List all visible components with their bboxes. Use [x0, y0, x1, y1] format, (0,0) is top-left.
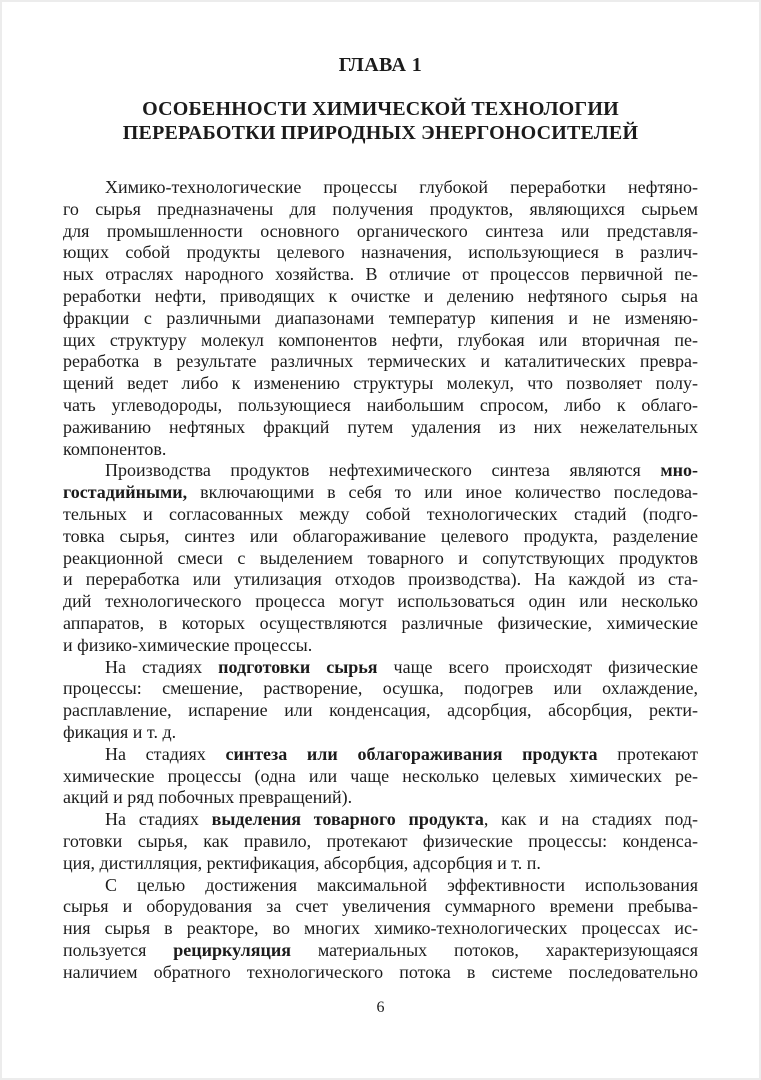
- paragraph: [63, 657, 698, 744]
- text: дий технологического процесса могут использоваться один или несколько: [63, 591, 698, 612]
- text: ния сырья в реакторе, во многих химико-технологических процессах ис-: [63, 918, 698, 939]
- text-line: [63, 526, 698, 548]
- text-line: [63, 482, 698, 504]
- text: и переработка или утилизация отходов производства). На каждой из ста-: [63, 569, 698, 590]
- text-line: [63, 569, 698, 591]
- text: компонентов.: [63, 438, 167, 459]
- body-text: [63, 177, 698, 983]
- text: На стадиях: [105, 743, 226, 764]
- text: ных отраслях народного хозяйства. В отличие от процессов первичной пе-: [63, 264, 698, 285]
- text: На стадиях: [105, 656, 219, 677]
- text-line: [63, 286, 698, 308]
- text-line: [63, 896, 698, 918]
- text-line: [63, 264, 698, 286]
- text-line: [63, 831, 698, 853]
- paragraph: [63, 875, 698, 984]
- bold-text: синтеза или облагораживания продукта: [225, 743, 598, 764]
- text-line: [63, 613, 698, 635]
- paragraph: [63, 809, 698, 874]
- text-line: [63, 722, 698, 744]
- bold-text: подготовки сырья: [218, 656, 378, 677]
- text: протекают: [597, 743, 698, 764]
- text: и физико-химические процессы.: [63, 634, 313, 655]
- bold-text: рециркуляция: [173, 939, 291, 960]
- text: щих структуру молекул компонентов нефти, глубокая или вторичная пе-: [63, 329, 698, 350]
- text: сырья и оборудования за счет увеличения суммарного времени пребыва-: [63, 896, 698, 917]
- text: расплавление, испарение или конденсация, адсорбция, абсорбция, ректи-: [63, 700, 698, 721]
- text: ющих собой продукты целевого назначения, использующиеся в различ-: [63, 242, 698, 263]
- text-line: [63, 460, 698, 482]
- text-line: [63, 766, 698, 788]
- text-line: [63, 591, 698, 613]
- chapter-heading: ГЛАВА 1: [338, 54, 423, 76]
- text: процессы: смешение, растворение, осушка, подогрев или охлаждение,: [63, 678, 698, 699]
- text-line: [63, 373, 698, 395]
- text-line: [63, 242, 698, 264]
- text-line: [63, 308, 698, 330]
- text: включающими в себя то или иное количество последова-: [187, 482, 698, 503]
- text: товка сырья, синтез или облагораживание целевого продукта, разделение: [63, 525, 698, 546]
- text: С целью достижения максимальной эффективности использования: [105, 874, 698, 895]
- text-line: [63, 700, 698, 722]
- text-line: [63, 635, 698, 657]
- text: На стадиях: [105, 809, 212, 830]
- text: , как и на стадиях под-: [483, 809, 698, 830]
- text-line: [63, 853, 698, 875]
- text: тельных и согласованных между собой технологических стадий (подго-: [63, 503, 698, 524]
- text: аппаратов, в которых осуществляются различные физические, химические: [63, 612, 698, 633]
- text: реработки нефти, приводящих к очистке и делению нефтяного сырья на: [63, 285, 698, 306]
- text-line: [63, 962, 698, 984]
- text-line: [63, 548, 698, 570]
- bold-text: мно-: [660, 460, 698, 481]
- section-title-line-1: ОСОБЕННОСТИ ХИМИЧЕСКОЙ ТЕХНОЛОГИИ: [142, 98, 619, 120]
- text-line: [63, 809, 698, 831]
- text-line: [63, 744, 698, 766]
- text: материальных потоков, характеризующаяся: [291, 939, 698, 960]
- page-number: 6: [376, 999, 385, 1017]
- text: для промышленности основного органического синтеза или представля-: [63, 220, 698, 241]
- text-line: [63, 439, 698, 461]
- text-line: [63, 177, 698, 199]
- text: раживанию нефтяных фракций путем удаления из них нежелательных: [63, 416, 698, 437]
- text-line: [63, 417, 698, 439]
- text: Химико-технологические процессы глубокой переработки нефтяно-: [105, 177, 698, 197]
- text-line: [63, 330, 698, 352]
- text-line: [63, 657, 698, 679]
- text: фракции с различными диапазонами температур кипения и не изменяю-: [63, 307, 698, 328]
- text: химические процессы (одна или чаще несколько целевых химических ре-: [63, 765, 698, 786]
- paragraph: [63, 460, 698, 656]
- text: фикация и т. д.: [63, 721, 177, 742]
- text: пользуется: [63, 939, 174, 960]
- text-line: [63, 875, 698, 897]
- paragraph: [63, 177, 698, 460]
- text: реработка в результате различных термических и каталитических превра-: [63, 351, 698, 372]
- text-line: [63, 504, 698, 526]
- text-line: [63, 940, 698, 962]
- text: реакционной смеси с выделением товарного и сопутствующих продуктов: [63, 547, 698, 568]
- text-line: [63, 395, 698, 417]
- text-line: [63, 918, 698, 940]
- text-line: [63, 787, 698, 809]
- text: Производства продуктов нефтехимического синтеза являются: [105, 460, 661, 481]
- text-line: [63, 199, 698, 221]
- text: чать углеводороды, пользующиеся наибольшим спросом, либо к облаго-: [63, 394, 698, 415]
- section-title-line-2: ПЕРЕРАБОТКИ ПРИРОДНЫХ ЭНЕРГОНОСИТЕЛЕЙ: [122, 122, 639, 144]
- text: щений ведет либо к изменению структуры молекул, что позволяет полу-: [63, 373, 698, 394]
- text-line: [63, 351, 698, 373]
- text-line: [63, 678, 698, 700]
- text: ция, дистилляция, ректификация, абсорбция, адсорбция и т. п.: [63, 852, 541, 873]
- text-line: [63, 221, 698, 243]
- text: наличием обратного технологического потока в системе последовательно: [63, 961, 698, 982]
- text: акций и ряд побочных превращений).: [63, 787, 353, 808]
- section-title: [63, 97, 698, 145]
- text: чаще всего происходят физические: [377, 656, 699, 677]
- text: го сырья предназначены для получения продуктов, являющихся сырьем: [63, 198, 698, 219]
- bold-text: гостадийными,: [63, 482, 188, 503]
- paragraph: [63, 744, 698, 809]
- text: готовки сырья, как правило, протекают физические процессы: конденса-: [63, 830, 698, 851]
- bold-text: выделения товарного продукта: [211, 809, 484, 830]
